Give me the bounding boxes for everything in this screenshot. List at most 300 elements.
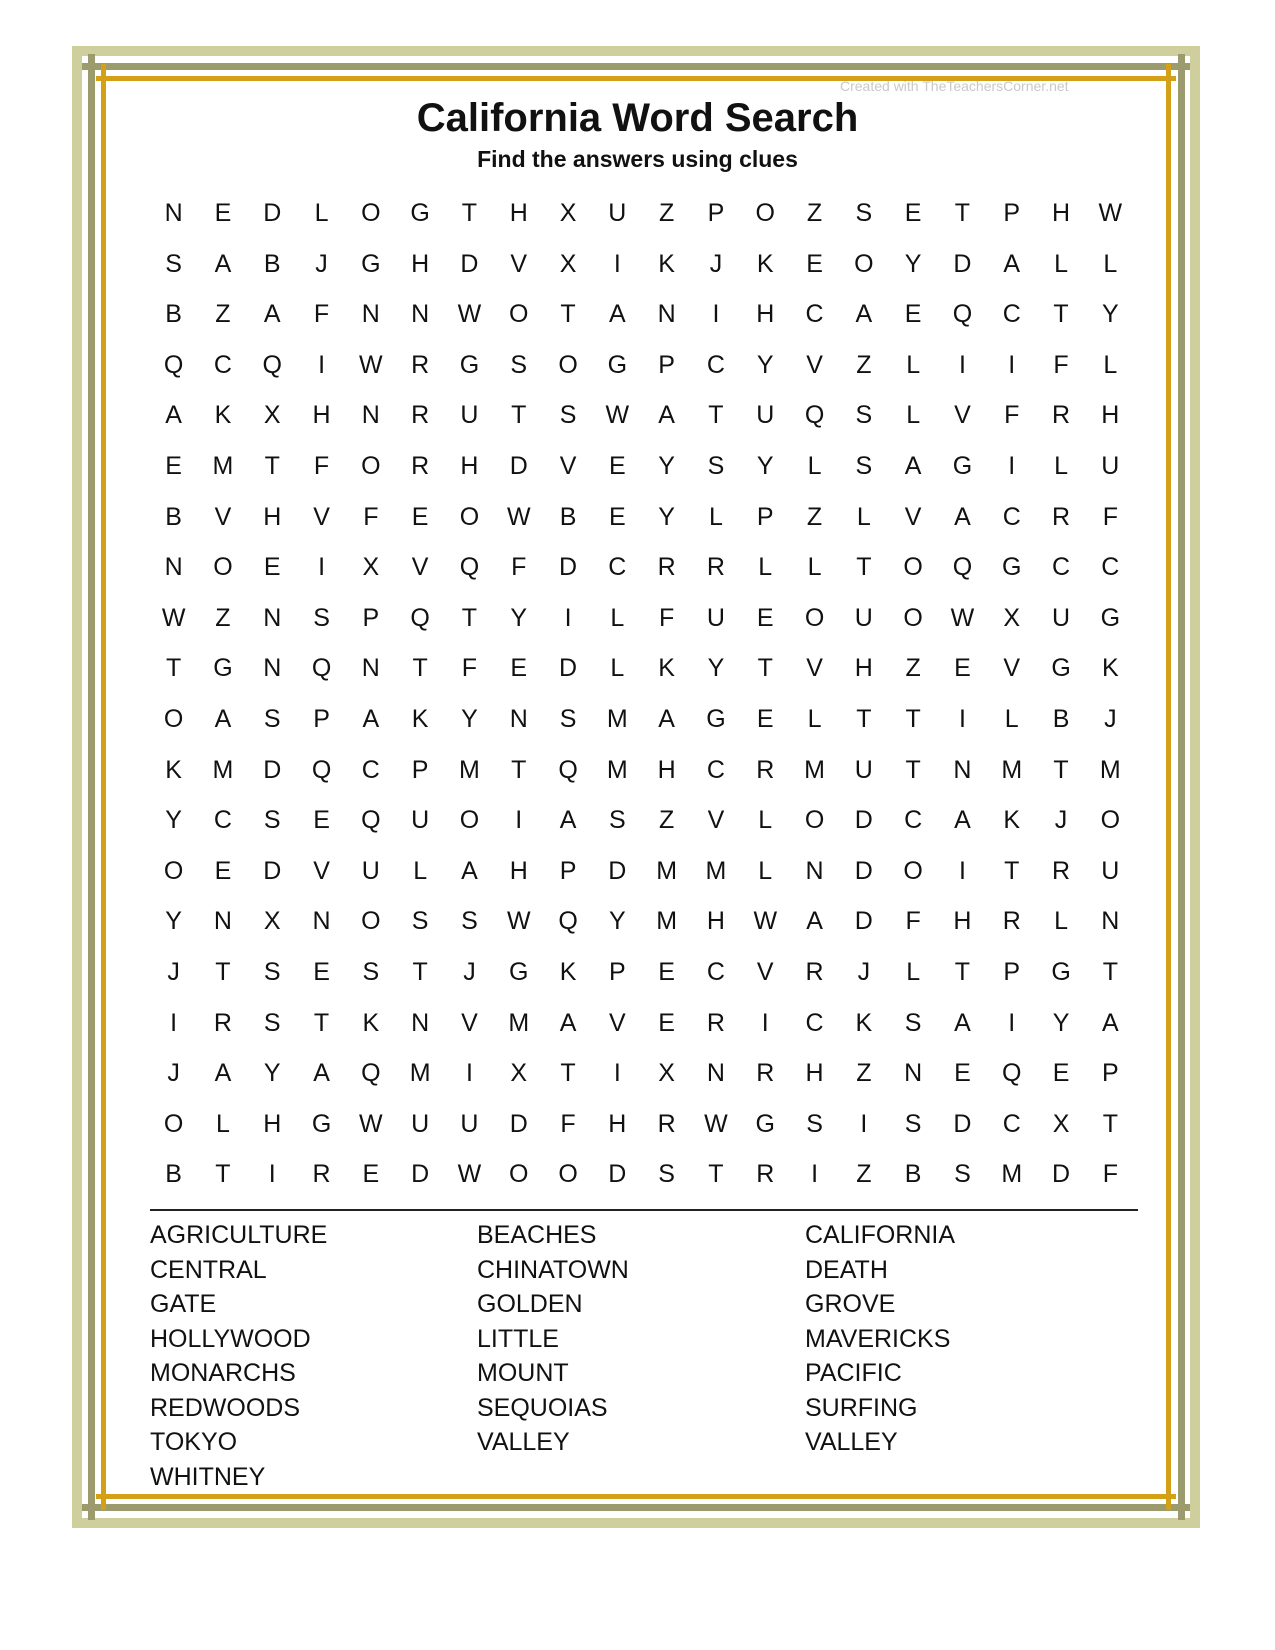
grid-letter: Z [806,502,823,531]
grid-letter: S [263,958,281,986]
grid-letter: T [856,705,872,733]
grid-letter: A [313,1059,330,1088]
grid-letter: N [164,199,183,227]
grid-letter: O [854,249,874,278]
grid-letter: N [411,300,430,329]
grid-letter: N [312,907,331,936]
grid-letter: N [1101,907,1120,936]
grid-letter: K [362,1008,380,1037]
grid-row [149,294,1135,334]
grid-letter: K [411,705,429,733]
grid-letter: F [659,603,675,632]
grid-letter: L [906,958,921,986]
grid-letter: E [214,199,232,227]
grid-letter: T [560,1059,576,1088]
grid-letter: T [560,300,576,329]
grid-letter: G [509,958,529,986]
grid-letter: R [213,1008,232,1037]
grid-letter: A [461,856,478,885]
grid-letter: E [411,502,429,531]
grid-letter: F [560,1109,576,1138]
grid-row [149,750,1135,790]
grid-letter: P [756,502,774,531]
grid-letter: P [313,705,330,733]
grid-letter: E [954,654,971,683]
grid-letter: R [756,1059,775,1088]
grid-letter: H [854,654,873,683]
grid-letter: Y [461,705,478,733]
grid-letter: M [606,755,628,784]
grid-letter: D [460,249,479,278]
grid-letter: T [708,401,724,430]
grid-letter: L [1054,907,1068,936]
grid-letter: N [657,300,676,329]
grid-letter: A [559,1008,577,1037]
grid-row [149,446,1135,486]
word-list-item: CENTRAL [150,1255,267,1284]
grid-row [149,901,1135,941]
grid-letter: A [362,705,380,733]
grid-letter: T [905,705,921,733]
grid-letter: S [263,705,281,733]
grid-letter: H [706,907,725,936]
grid-letter: O [1100,806,1121,835]
grid-letter: N [509,705,528,733]
word-list-item: BEACHES [477,1221,597,1249]
grid-letter: L [1103,350,1118,379]
grid-letter: E [608,452,626,480]
grid-letter: R [706,1008,725,1037]
grid-letter: Q [361,806,381,835]
grid-letter: G [1051,958,1071,986]
grid-letter: G [755,1109,775,1138]
grid-letter: L [758,806,773,835]
grid-letter: I [318,553,326,582]
grid-letter: M [606,705,628,733]
grid-letter: S [559,705,577,733]
grid-letter: L [807,553,822,582]
grid-letter: C [805,300,824,329]
grid-letter: Y [756,452,774,480]
grid-letter: O [163,705,184,733]
grid-letter: A [608,300,626,329]
grid-letter: W [457,300,482,329]
grid-letter: D [263,856,282,885]
grid-letter: G [361,249,381,278]
grid-letter: Y [756,350,774,379]
grid-letter: D [411,1160,430,1189]
grid-row [149,851,1135,891]
grid-letter: I [515,806,523,835]
grid-letter: N [805,856,824,885]
grid-letter: T [264,452,280,480]
grid-letter: G [706,705,726,733]
grid-letter: E [608,502,626,531]
grid-letter: V [411,553,429,582]
grid-letter: O [163,1109,184,1138]
grid-letter: I [1008,1008,1016,1037]
grid-letter: S [362,958,380,986]
grid-letter: M [656,856,678,885]
grid-letter: J [463,958,476,986]
grid-letter: S [411,907,429,936]
grid-letter: T [461,603,478,632]
grid-letter: I [860,1109,868,1138]
grid-letter: X [263,401,281,430]
grid-letter: S [658,1160,675,1189]
grid-letter: L [906,350,921,379]
grid-letter: Z [856,350,872,379]
grid-letter: G [311,1109,332,1138]
grid-letter: Q [558,755,578,784]
grid-letter: F [1053,350,1069,379]
grid-letter: W [605,401,630,430]
grid-row [149,800,1135,840]
grid-letter: F [313,452,330,480]
grid-letter: H [263,502,282,531]
grid-letter: L [708,502,723,531]
grid-letter: V [214,502,232,531]
grid-letter: R [706,553,725,582]
grid-letter: L [856,502,871,531]
grid-letter: I [170,1008,178,1037]
grid-letter: M [804,755,825,784]
grid-letter: J [167,1059,180,1088]
grid-letter: Y [510,603,528,632]
grid-letter: L [610,654,625,683]
frame-stripe [80,63,1192,70]
grid-letter: G [459,350,480,379]
grid-letter: R [657,1109,676,1138]
grid-letter: V [806,654,823,683]
grid-letter: I [958,856,966,885]
grid-letter: O [361,452,381,480]
grid-letter: E [756,705,774,733]
grid-letter: L [1004,705,1019,733]
grid-letter: F [905,907,921,936]
grid-letter: D [953,249,972,278]
grid-letter: E [313,806,330,835]
grid-letter: G [1100,603,1121,632]
grid-letter: S [855,401,873,430]
grid-letter: A [559,806,577,835]
grid-letter: D [953,1109,972,1138]
grid-letter: I [761,1008,769,1037]
grid-letter: T [215,1160,231,1189]
grid-letter: K [658,654,675,683]
grid-letter: C [1002,502,1021,531]
grid-letter: T [954,199,971,227]
word-list-item: MAVERICKS [805,1324,951,1353]
grid-letter: Q [459,553,480,582]
grid-letter: C [706,350,725,379]
grid-letter: U [1101,452,1120,480]
grid-letter: F [363,502,379,531]
grid-letter: T [1053,755,1069,784]
grid-letter: K [855,1008,873,1037]
grid-letter: Y [263,1059,281,1088]
grid-letter: O [213,553,233,582]
grid-letter: N [411,1008,430,1037]
grid-letter: P [1101,1059,1119,1088]
grid-letter: S [461,907,478,936]
grid-letter: A [904,452,922,480]
grid-letter: I [465,1059,473,1088]
grid-letter: D [559,654,578,683]
grid-letter: T [1004,856,1020,885]
grid-letter: W [506,502,531,531]
grid-letter: M [459,755,480,784]
grid-letter: V [510,249,528,278]
grid-letter: W [1098,199,1123,227]
grid-letter: P [707,199,725,227]
grid-letter: O [558,350,578,379]
grid-letter: T [313,1008,330,1037]
grid-letter: H [756,300,775,329]
grid-letter: E [1052,1059,1070,1088]
grid-letter: V [1003,654,1021,683]
grid-row [149,598,1135,638]
grid-letter: Q [262,350,282,379]
grid-letter: H [263,1109,282,1138]
grid-letter: T [954,958,971,986]
grid-letter: Q [952,553,973,582]
grid-letter: H [953,907,972,936]
grid-letter: I [958,705,966,733]
grid-letter: S [806,1109,823,1138]
grid-letter: H [1052,199,1071,227]
grid-letter: O [804,603,825,632]
grid-letter: B [165,1160,182,1189]
grid-letter: H [460,452,479,480]
grid-letter: C [706,755,725,784]
grid-letter: J [709,249,723,278]
grid-letter: U [361,856,380,885]
grid-row [149,244,1135,284]
grid-letter: O [903,553,923,582]
grid-letter: L [1103,249,1118,278]
grid-letter: T [856,553,872,582]
grid-letter: L [906,401,921,430]
grid-letter: Y [165,907,182,936]
grid-letter: F [1004,401,1020,430]
grid-letter: C [608,553,627,582]
grid-letter: D [854,907,873,936]
grid-letter: L [215,1109,230,1138]
grid-letter: S [855,452,873,480]
grid-letter: I [958,350,966,379]
grid-letter: O [361,199,381,227]
grid-letter: P [559,856,577,885]
grid-letter: U [460,1109,479,1138]
grid-letter: J [315,249,328,278]
word-list-item: GROVE [805,1290,896,1318]
grid-letter: O [755,199,775,227]
grid-letter: R [1002,907,1021,936]
grid-letter: P [1003,199,1021,227]
grid-letter: A [954,806,971,835]
grid-row [149,952,1135,992]
word-list-item: TOKYO [150,1428,238,1456]
grid-letter: V [707,806,725,835]
grid-letter: U [460,401,479,430]
grid-letter: N [263,654,282,683]
word-list-item: CALIFORNIA [805,1221,956,1249]
grid-row [149,1053,1135,1093]
grid-letter: Y [165,806,182,835]
grid-letter: U [1052,603,1071,632]
grid-letter: O [558,1160,578,1189]
grid-letter: M [1099,755,1121,784]
grid-letter: G [1051,654,1071,683]
grid-row [149,395,1135,435]
grid-letter: S [313,603,330,632]
grid-letter: T [1102,958,1118,986]
grid-letter: E [313,958,330,986]
grid-letter: N [904,1059,923,1088]
grid-letter: E [806,249,823,278]
grid-letter: M [1001,1160,1023,1189]
grid-letter: B [263,249,281,278]
grid-letter: F [1102,1160,1118,1189]
grid-letter: B [1052,705,1070,733]
word-list-item: HOLLYWOOD [150,1324,311,1353]
grid-letter: F [313,300,330,329]
grid-letter: D [608,856,627,885]
grid-letter: Z [215,603,231,632]
grid-letter: O [509,300,529,329]
grid-letter: O [509,1160,529,1189]
grid-letter: A [214,249,232,278]
grid-letter: C [1052,553,1071,582]
word-list-item: WHITNEY [150,1462,266,1491]
grid-letter: K [559,958,577,986]
grid-letter: S [608,806,626,835]
grid-letter: E [954,1059,971,1088]
grid-letter: F [461,654,478,683]
grid-letter: G [1002,553,1022,582]
word-list-item: MONARCHS [150,1359,296,1387]
grid-letter: L [314,199,329,227]
grid-letter: O [459,502,480,531]
grid-letter: M [409,1059,431,1088]
grid-letter: G [952,452,973,480]
grid-letter: U [411,1109,430,1138]
grid-row [149,345,1135,385]
word-list-item: GATE [150,1290,217,1318]
grid-letter: R [1052,856,1071,885]
grid-letter: S [263,1008,281,1037]
grid-letter: S [904,1109,922,1138]
word-list-item: AGRICULTURE [150,1221,328,1249]
grid-letter: I [1008,350,1016,379]
grid-letter: C [1002,1109,1021,1138]
grid-letter: I [811,1160,819,1189]
word-list-item: PACIFIC [805,1359,902,1387]
grid-letter: O [903,603,923,632]
grid-letter: D [263,199,282,227]
grid-letter: Y [608,907,626,936]
word-list-item: GOLDEN [477,1290,583,1318]
grid-letter: Q [311,654,332,683]
grid-letter: O [459,806,480,835]
grid-letter: X [510,1059,528,1088]
grid-letter: J [857,958,871,986]
grid-letter: J [1054,806,1068,835]
grid-letter: E [658,1008,675,1037]
grid-letter: I [318,350,326,379]
frame-stripe [72,1518,1200,1528]
grid-letter: I [564,603,572,632]
grid-letter: T [412,958,428,986]
grid-row [149,648,1135,688]
grid-letter: A [954,502,971,531]
grid-row [149,547,1135,587]
grid-letter: K [165,755,182,784]
grid-letter: D [608,1160,627,1189]
grid-letter: U [756,401,775,430]
grid-letter: A [1003,249,1021,278]
grid-letter: Z [856,1059,872,1088]
grid-letter: O [804,806,825,835]
grid-letter: W [506,907,531,936]
grid-letter: R [805,958,824,986]
grid-letter: G [607,350,628,379]
word-list-item: SURFING [805,1393,918,1422]
grid-letter: Y [658,502,675,531]
grid-row [149,699,1135,739]
grid-letter: D [854,806,873,835]
grid-letter: Q [952,300,973,329]
grid-letter: U [854,603,873,632]
grid-letter: E [904,300,922,329]
grid-letter: E [756,603,774,632]
divider [150,1209,1138,1211]
grid-letter: H [805,1059,824,1088]
grid-letter: K [1003,806,1021,835]
grid-row [149,1104,1135,1144]
grid-letter: W [753,907,778,936]
grid-letter: A [263,300,281,329]
grid-letter: S [855,199,873,227]
grid-letter: H [657,755,676,784]
frame-stripe [72,46,1200,56]
grid-letter: V [559,452,577,480]
grid-letter: X [559,199,577,227]
grid-letter: C [1101,553,1120,582]
grid-letter: L [413,856,428,885]
grid-letter: Q [311,755,332,784]
grid-letter: R [411,452,430,480]
grid-letter: D [509,1109,528,1138]
watermark: Created with TheTeachersCorner.net [840,78,1069,94]
grid-letter: M [1001,755,1023,784]
grid-letter: C [706,958,725,986]
grid-letter: T [511,401,527,430]
grid-letter: N [213,907,232,936]
grid-letter: Q [410,603,430,632]
grid-letter: A [806,907,823,936]
grid-letter: Z [806,199,823,227]
grid-letter: H [411,249,430,278]
grid-letter: D [509,452,528,480]
grid-letter: W [704,1109,728,1138]
grid-letter: Q [361,1059,381,1088]
grid-letter: Z [856,1160,872,1189]
grid-letter: K [214,401,232,430]
grid-letter: C [1002,300,1021,329]
grid-letter: T [461,199,478,227]
